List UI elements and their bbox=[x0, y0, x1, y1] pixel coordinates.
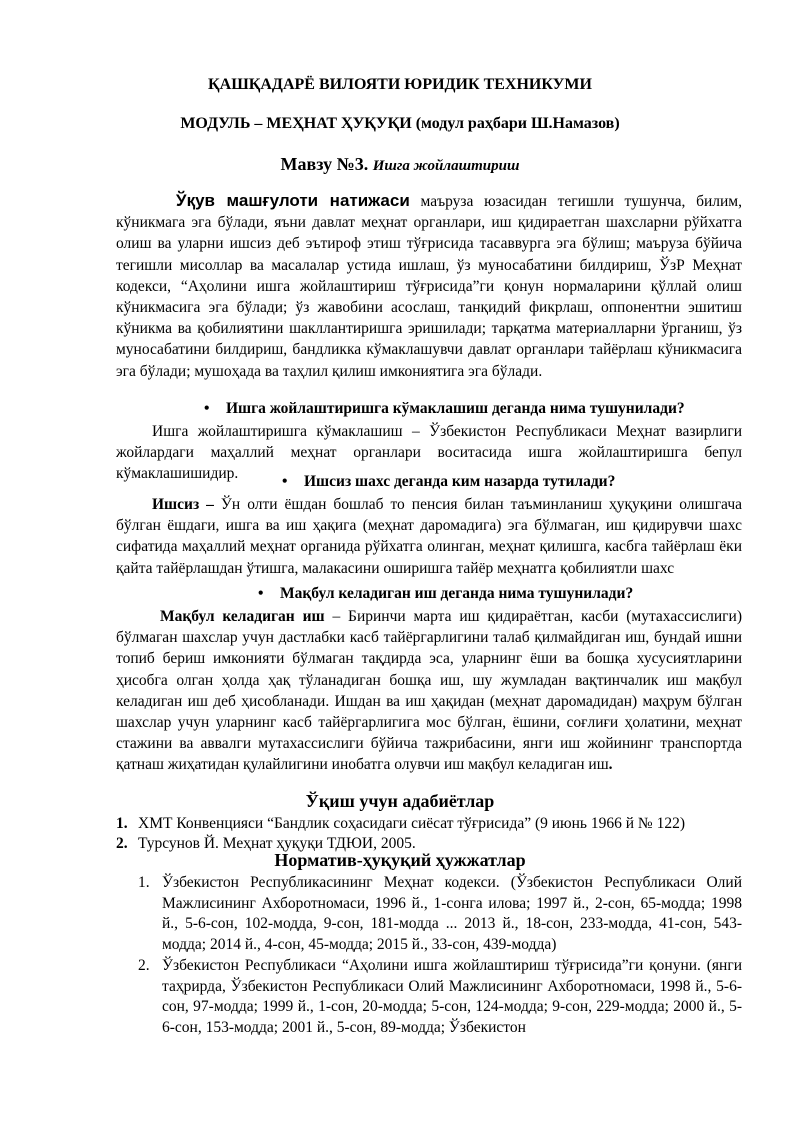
bullet-icon: • bbox=[204, 400, 210, 417]
literature-item-number: 1. bbox=[116, 815, 128, 832]
literature-item-text: ХМТ Конвенцияси “Бандлик соҳасидаги сиёсат тўғрисида” (9 июнь 1966 й № 122) bbox=[138, 815, 685, 832]
normative-item bbox=[138, 873, 742, 955]
literature-item-text: Турсунов Й. Меҳнат ҳуқуқи ТДЮИ, 2005. bbox=[138, 835, 416, 852]
answer-term: Ишсиз – bbox=[152, 496, 214, 513]
question-text: Ишга жойлаштиришга кўмаклашиш деганда нима тушунилади? bbox=[226, 400, 685, 417]
institution-title: ҚАШҚАДАРЁ ВИЛОЯТИ ЮРИДИК ТЕХНИКУМИ bbox=[208, 76, 592, 93]
literature-item bbox=[116, 814, 685, 834]
answer-end: . bbox=[608, 756, 613, 774]
learning-outcome-lead: Ўқув машғулоти натижаси bbox=[176, 191, 410, 210]
literature-item-number: 2. bbox=[116, 835, 128, 852]
topic-name: Ишга жойлаштириш bbox=[372, 158, 520, 174]
question-heading bbox=[258, 585, 633, 603]
answer-paragraph bbox=[116, 494, 742, 579]
normative-item-number: 1. bbox=[138, 874, 150, 891]
normative-title: Норматив-ҳуқуқий ҳужжатлар bbox=[274, 850, 526, 870]
question-text: Ишсиз шахс деганда ким назарда тутилади? bbox=[304, 473, 616, 490]
answer-paragraph bbox=[116, 606, 742, 776]
normative-item bbox=[138, 956, 742, 1038]
bullet-icon: • bbox=[258, 585, 264, 602]
answer-term: Мақбул келадиган иш bbox=[160, 608, 325, 625]
literature-title: Ўқиш учун адабиётлар bbox=[305, 791, 495, 811]
question-heading bbox=[204, 400, 685, 418]
normative-item-text: Ўзбекистон Республикасининг Меҳнат кодекси. (Ўзбекистон Республикаси Олий Мажлисининг Ахборотномаси, 1996 й., 1-сонга илова; 1997 й., 2-сон, 65-модда; 1998 й., 5-6-сон, 102-модда, 9-сон, 181-модда ... 2013 й., 18-сон, 233-модда, 41-сон, 543-модда; 2014 й., 4-сон, 45-модда; 2015 й., 33-сон, 439-модда) bbox=[162, 874, 742, 953]
topic-heading bbox=[0, 154, 800, 175]
learning-outcome-paragraph bbox=[116, 190, 742, 382]
answer-text: – Биринчи марта иш қидираётган, касби (мутахассислиги) бўлмаган шахслар учун дастлабки касб тайёргарлигини талаб қилмайдиган иш, бундай ишни топиб бериш имконияти бўлмаган тақдирда эса, уларнинг ёши ва бошқа хусусиятларини ҳисобга олган ҳолда ҳақ тўланадиган бошқа иш, шу жумладан вақтинчалик иш мақбул келадиган иш деб ҳисобланади. Ишдан ва иш ҳақидан (меҳнат даромадидан) маҳрум бўлган шахслар учун уларнинг касб тайёргарлигига мос бўлган, ёшини, соғлиғи ҳолатини, меҳнат стажини ва аввалги мутахассислиги бўйича тажрибасини, янги иш жойининг транспортда қатнаш жиҳатидан қулайлигини инобатга олувчи иш мақбул келадиган иш bbox=[116, 608, 742, 774]
normative-item-text: Ўзбекистон Республикаси “Аҳолини ишга жойлаштириш тўғрисида”ги қонуни. (янги таҳрирда, Ўзбекистон Республикаси Олий Мажлисининг Ахборотномаси, 1998 й., 5-6-сон, 97-модда; 1999 й., 1-сон, 20-модда; 5-сон, 124-модда; 9-сон, 229-модда; 2000 й., 5-6-сон, 153-модда; 2001 й., 5-сон, 89-модда; Ўзбекистон bbox=[162, 957, 742, 1036]
answer-text: Ўн олти ёшдан бошлаб то пенсия билан таъминланиш ҳуқуқини олишгача бўлган ёшдаги, ишга ва иш ҳақига (меҳнат даромадига) эга бўлмаган, иш қидирувчи шахс сифатида маҳаллий меҳнат органида рўйхатга олинган, меҳнат қилишга, касбга тайёрлаш ёки қайта тайёрлашдан ўтишга, малакасини оширишга тайёр меҳнатга қобилиятли шахс bbox=[116, 496, 742, 577]
learning-outcome-text: маъруза юзасидан тегишли тушунча, билим, кўникмага эга бўлади, яъни давлат меҳнат органлари, иш қидираетган шахсларни рўйхатга олиш ва уларни ишсиз деб эътироф этиш тўғрисида тасаввурга эга бўлиш; маъруза бўйича тегишли мисоллар ва масалалар устида ишлаш, ўз муносабатини билдириш, ЎзР Меҳнат кодекси, “Аҳолини ишга жойлаштириш тўғрисида”ги қонун нормаларини қўллай олиш кўникмасига эга бўлади; ўз жавобини асослаш, танқидий фикрлаш, оппонентни эшитиш кўникма ва қобилиятини шакллантиришга эришилади; тарқатма материалларни ўрганиш, ўз муносабатини билдириш, бандликка кўмаклашувчи давлат органлари тайёрлаш кўникмасига эга бўлади; мушоҳада ва таҳлил қилиш имкониятига эга бўлади. bbox=[116, 193, 742, 380]
bullet-icon: • bbox=[282, 473, 288, 490]
question-text: Мақбул келадиган иш деганда нима тушунилади? bbox=[280, 585, 634, 602]
answer-text: Ишга жойлаштиришга кўмаклашиш – Ўзбекистон Республикаси Меҳнат вазирлиги жойлардаги маҳаллий меҳнат органлари воситасида ишга жойлаштиришга бепул кўмаклашишидир. bbox=[116, 423, 742, 483]
module-title: МОДУЛЬ – МЕҲНАТ ҲУҚУҚИ (модул раҳбари Ш.Намазов) bbox=[180, 115, 620, 132]
question-heading bbox=[282, 473, 615, 491]
normative-item-number: 2. bbox=[138, 957, 150, 974]
topic-label: Мавзу №3. bbox=[280, 154, 369, 174]
